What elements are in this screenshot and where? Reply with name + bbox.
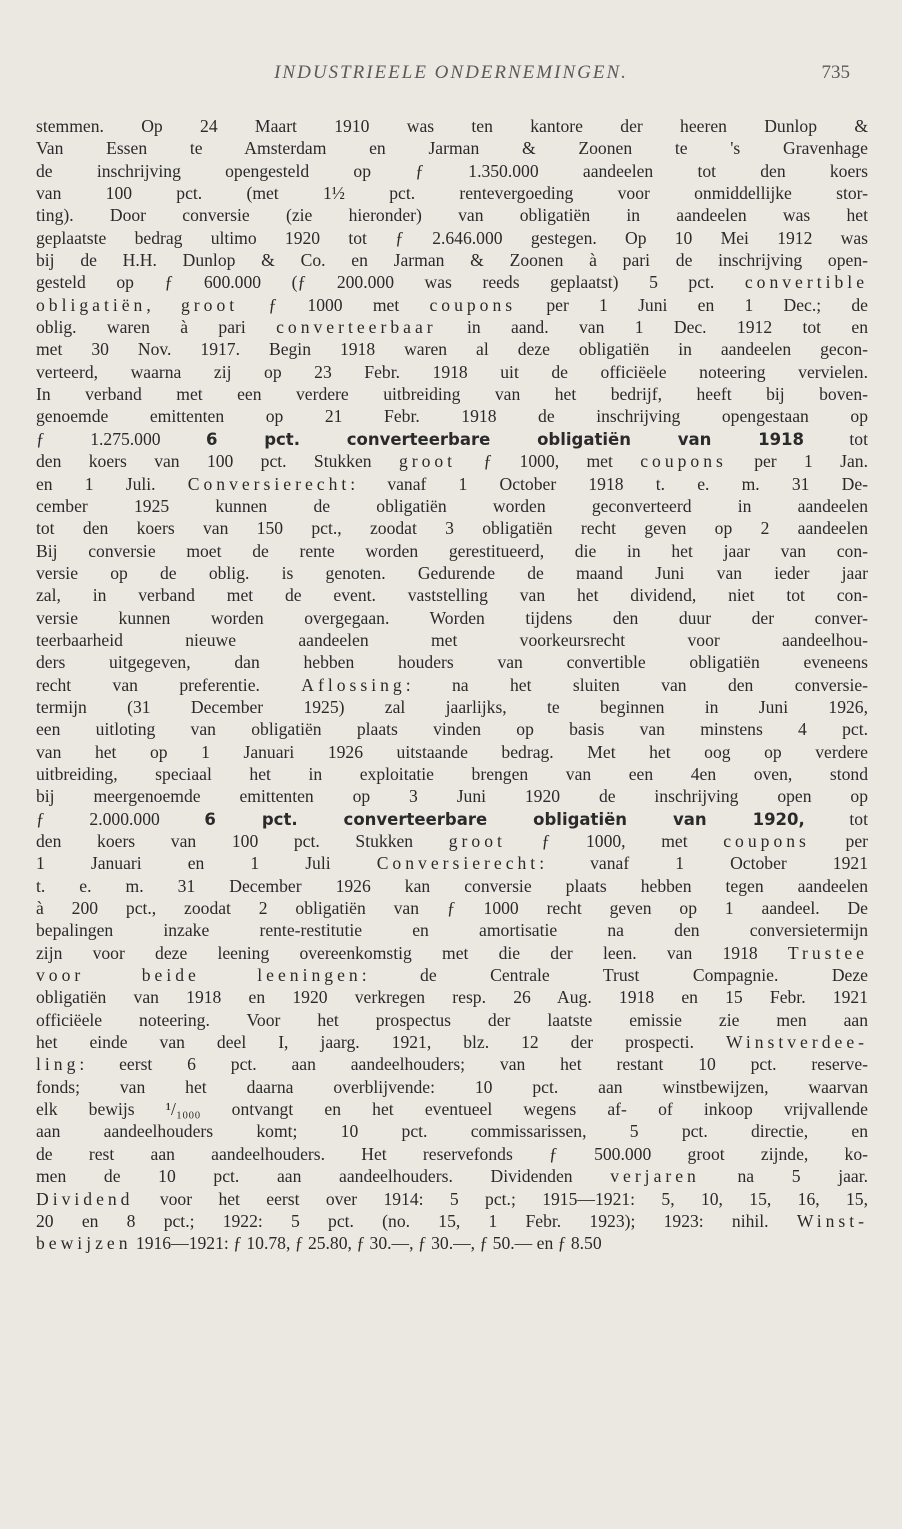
text-run: ting). Door conversie (zie hieronder) van obligatiën in aandeelen was het [36,205,868,226]
text-line [36,785,868,807]
text-line [36,517,868,539]
text-run: termijn (31 December 1925) zal jaarlijks, te beginnen in Juni 1926, [36,696,868,717]
text-run: obligatiën van 1918 en 1920 verkregen resp. 26 Aug. 1918 en 15 Febr. 1921 [36,987,868,1008]
spaced-emphasis-run: groot [181,294,239,315]
text-run: 1916—1921: ƒ 10.78, ƒ 25.80, ƒ 30.—, ƒ 30.—, ƒ 50.— en ƒ 8.50 [131,1233,602,1254]
text-run: : eerst 6 pct. aan aandeelhouders; van het restant 10 pct. reserve- [79,1054,868,1075]
text-line [36,227,868,249]
text-line [36,1009,868,1031]
text-line [36,607,868,629]
text-run: per [809,831,868,851]
text-run: oblig. waren à pari [36,317,277,338]
text-run: : vanaf 1 October 1918 t. e. m. 31 De- [350,473,868,494]
spaced-emphasis-run: Aflossing [301,674,406,695]
text-run: ƒ 1000 met [238,294,430,315]
text-line [36,182,868,204]
text-line [36,1076,868,1098]
spaced-emphasis-run: Conversierecht [187,473,351,494]
text-run: geplaatste bedrag ultimo 1920 tot ƒ 2.646.000 gestegen. Op 10 Mei 1912 was [36,227,868,248]
text-run: versie op de oblig. is genoten. Gedurende de maand Juni van ieder jaar [36,562,868,583]
spaced-emphasis-run: Dividend [36,1188,134,1209]
text-run: in aand. van 1 Dec. 1912 tot en [436,317,868,338]
spaced-emphasis-run: coupons [640,451,727,472]
text-line [36,696,868,718]
text-run: ƒ 1.275.000 [36,428,206,449]
text-line [36,450,868,472]
text-run: bij de H.H. Dunlop & Co. en Jarman & Zoonen à pari de inschrijving open- [36,250,868,271]
text-line [36,361,868,383]
text-run: en 1 Juli. [36,473,188,494]
spaced-emphasis-run: Winstverdee- [725,1032,868,1053]
text-run: zal, in verband met de event. vaststelling van het dividend, niet tot con- [36,585,868,606]
text-run: , [146,294,181,315]
spaced-emphasis-run: groot [448,831,506,851]
text-run: versie kunnen worden overgegaan. Worden tijdens den duur der conver- [36,607,868,628]
spaced-emphasis-run: convertible [744,272,868,293]
text-line [36,1165,868,1187]
text-run: ders uitgegeven, dan hebben houders van convertible obligatiën eveneens [36,652,868,673]
running-title: INDUSTRIEELE ONDERNEMINGEN. [274,62,628,83]
text-line [36,629,868,651]
text-line [36,830,868,852]
text-line [36,986,868,1008]
text-line [36,964,868,986]
text-run: zijn voor deze leening overeenkomstig met die der leen. van 1918 [36,942,788,963]
text-run: officiëele noteering. Voor het prospectus der laatste emissie zie men aan [36,1009,868,1030]
text-run: t. e. m. 31 December 1926 kan conversie plaats hebben tegen aandeelen [36,875,868,896]
text-run: stemmen. Op 24 Maart 1910 was ten kantore der heeren Dunlop & [36,116,868,136]
text-run: bepalingen inzake rente-restitutie en amortisatie na den conversietermijn [36,920,868,941]
text-run: ƒ 1000, met [505,831,724,851]
text-run: Bij conversie moet de rente worden gerestitueerd, die in het jaar van con- [36,540,868,561]
spaced-emphasis-run: voor beide leeningen [36,965,362,986]
text-line [36,405,868,427]
text-run: verteerd, waarna zij op 23 Febr. 1918 uit de officiëele noteering vervielen. [36,361,868,382]
text-run: ƒ 2.000.000 [36,808,205,829]
text-line [36,294,868,316]
text-run: : na het sluiten van den conversie- [405,674,868,695]
text-line [36,584,868,606]
text-run: tot den koers van 150 pct., zoodat 3 obligatiën recht geven op 2 aandeelen [36,518,868,539]
text-line [36,763,868,785]
text-run: den koers van 100 pct. Stukken [36,451,399,472]
text-line [36,249,868,271]
spaced-emphasis-run: coupons [723,831,810,851]
page-number: 735 [821,62,850,83]
text-line [36,1031,868,1053]
text-line [36,1120,868,1142]
text-run: per 1 Juni en 1 Dec.; de [516,294,868,315]
text-run: recht van preferentie. [36,674,302,695]
text-run: een uitloting van obligatiën plaats vinden op basis van minstens 4 pct. [36,719,868,740]
text-run: men de 10 pct. aan aandeelhouders. Dividenden [36,1166,611,1187]
text-run: gesteld op ƒ 600.000 (ƒ 200.000 was reeds geplaatst) 5 pct. [36,272,745,293]
text-run: In verband met een verdere uitbreiding van het bedrijf, heeft bij boven- [36,384,868,405]
text-line [36,1053,868,1075]
spaced-emphasis-run: converteerbaar [276,317,437,338]
text-run: na 5 jaar. [699,1166,868,1187]
text-line [36,495,868,517]
bold-heading-run: 6 pct. converteerbare obligatiën van 1920, [204,809,805,829]
text-run: voor het eerst over 1914: 5 pct.; 1915—1921: 5, 10, 15, 16, 15, [133,1188,868,1209]
text-run: de inschrijving opengesteld op ƒ 1.350.000 aandeelen tot den koers [36,160,868,181]
text-run: met 30 Nov. 1917. Begin 1918 waren al deze obligatiën in aandeelen gecon- [36,339,868,360]
text-line [36,1210,868,1232]
text-run: 20 en 8 pct.; 1922: 5 pct. (no. 15, 1 Febr. 1923); 1923: nihil. [36,1210,797,1231]
text-run: teerbaarheid nieuwe aandeelen met voorkeursrecht voor aandeelhou- [36,629,868,650]
spaced-emphasis-run: verjaren [610,1166,700,1187]
bold-heading-run: 6 pct. converteerbare obligatiën van 1918 [205,429,805,449]
text-line [36,718,868,740]
text-run: per 1 Jan. [726,451,868,472]
text-line [36,942,868,964]
text-run: ƒ 1000, met [456,451,641,472]
text-line [36,651,868,673]
text-line [36,1188,868,1210]
text-run: het einde van deel I, jaarg. 1921, blz. 12 der prospecti. [36,1032,726,1053]
text-run: elk bewijs ¹/₁₀₀₀ ontvangt en het eventueel wegens af- of inkoop vrijvallende [36,1099,868,1120]
spaced-emphasis-run: groot [398,451,457,472]
text-run: van het op 1 Januari 1926 uitstaande bedrag. Met het oog op verdere [36,741,868,762]
text-run: den koers van 100 pct. Stukken [36,831,449,851]
text-run: genoemde emittenten op 21 Febr. 1918 de inschrijving opengestaan op [36,406,868,427]
text-run: tot [804,808,868,829]
spaced-emphasis-run: obligatiën [36,294,147,315]
text-run: tot [804,428,868,449]
text-line [36,919,868,941]
text-run: uitbreiding, speciaal het in exploitatie brengen van een 4en oven, stond [36,763,868,784]
spaced-emphasis-run: Conversierecht [376,853,540,874]
text-line [36,562,868,584]
text-line [36,137,868,159]
page-header [0,62,902,92]
text-run: aan aandeelhouders komt; 10 pct. commissarissen, 5 pct. directie, en [36,1121,868,1142]
text-run: à 200 pct., zoodat 2 obligatiën van ƒ 1000 recht geven op 1 aandeel. De [36,898,868,919]
text-line [36,383,868,405]
text-line [36,674,868,696]
text-line [36,473,868,495]
text-run: de rest aan aandeelhouders. Het reservefonds ƒ 500.000 groot zijnde, ko- [36,1143,868,1164]
text-line [36,875,868,897]
text-line [36,1232,868,1254]
text-line [36,316,868,338]
text-run: fonds; van het daarna overblijvende: 10 pct. aan winstbewijzen, waarvan [36,1076,868,1097]
text-line [36,160,868,182]
text-line [36,338,868,360]
text-run: : vanaf 1 October 1921 [539,853,868,874]
spaced-emphasis-run: Trustee [787,942,868,963]
text-run: cember 1925 kunnen de obligatiën worden geconverteerd in aandeelen [36,495,868,516]
spaced-emphasis-run: Winst- [796,1210,868,1231]
text-run: van 100 pct. (met 1½ pct. rentevergoeding voor onmiddellijke stor- [36,183,868,204]
spaced-emphasis-run: bewijzen [36,1233,132,1254]
text-run: 1 Januari en 1 Juli [36,853,377,874]
text-line [36,808,868,830]
text-run: : de Centrale Trust Compagnie. Deze [361,965,868,986]
text-line [36,428,868,450]
text-line [36,897,868,919]
text-line [36,115,868,137]
spaced-emphasis-run: coupons [429,294,517,315]
body-text [36,115,868,1255]
text-line [36,540,868,562]
text-line [36,741,868,763]
text-line [36,1143,868,1165]
text-run: bij meergenoemde emittenten op 3 Juni 1920 de inschrijving open op [36,786,868,807]
text-line [36,271,868,293]
text-line [36,1098,868,1120]
spaced-emphasis-run: ling [36,1054,80,1075]
text-run: Van Essen te Amsterdam en Jarman & Zoonen te 's Gravenhage [36,138,868,159]
text-line [36,852,868,874]
text-line [36,204,868,226]
